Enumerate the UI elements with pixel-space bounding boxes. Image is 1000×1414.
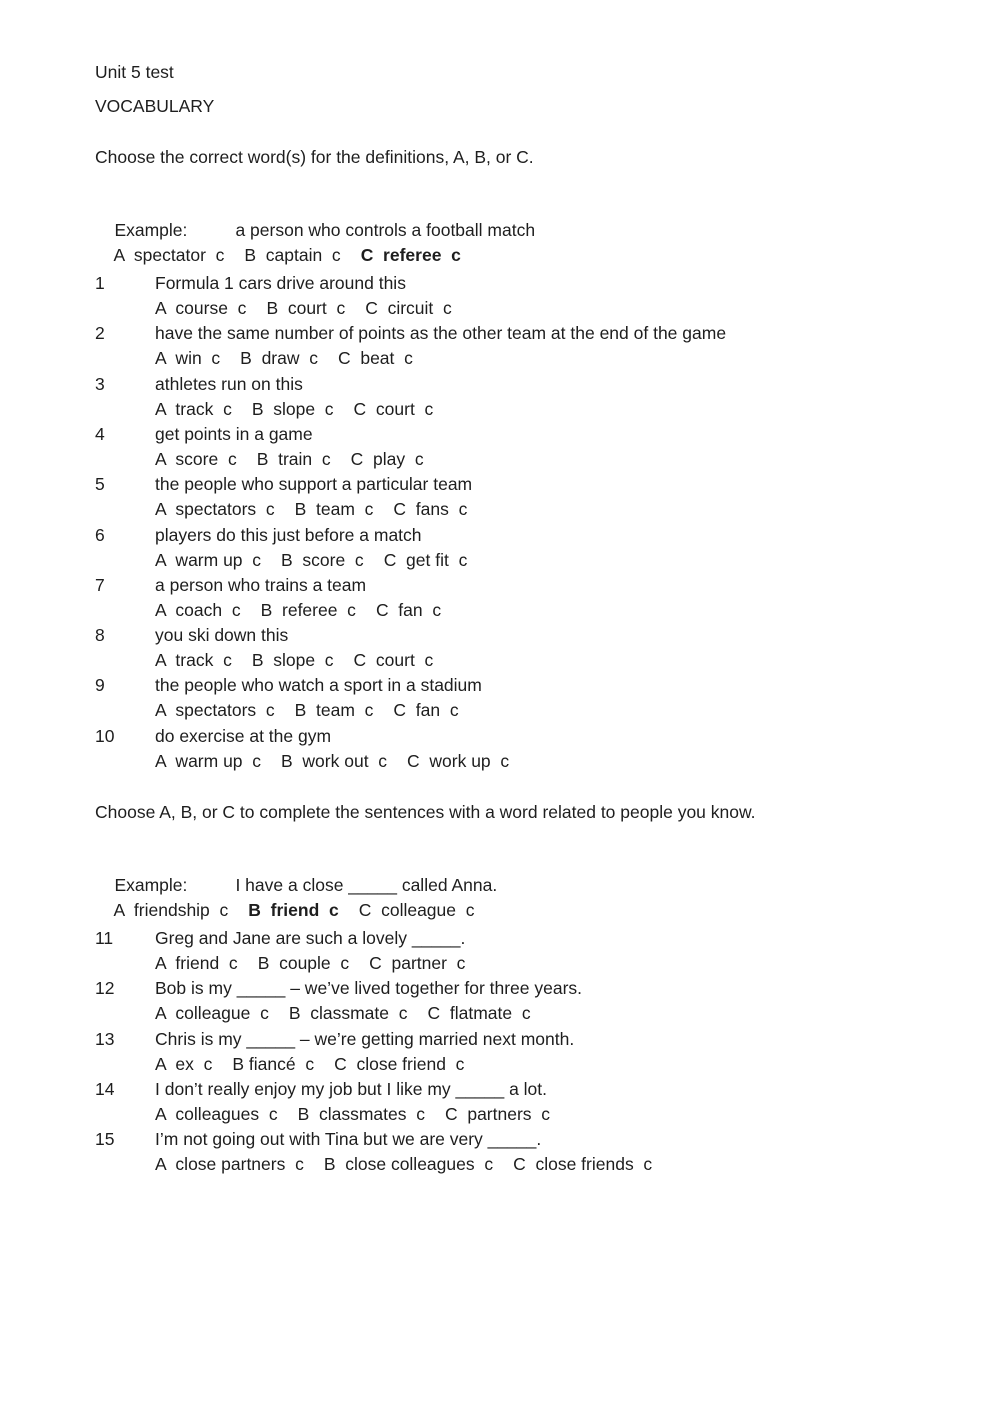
option-a[interactable]: A close partners c (155, 1154, 304, 1175)
question-number: 1 (95, 273, 105, 293)
question-text: I’m not going out with Tina but we are very _____. (155, 1129, 542, 1150)
option-c[interactable]: C beat c (337, 348, 413, 369)
question-number: 10 (95, 725, 115, 746)
question-number: 12 (95, 978, 115, 999)
option-b[interactable]: B referee c (260, 599, 356, 620)
option-b[interactable]: B score c (281, 549, 364, 570)
option-c[interactable]: C fan c (393, 700, 459, 721)
option-a[interactable]: A win c (155, 348, 221, 369)
question-options (155, 599, 441, 621)
question-number: 8 (95, 625, 105, 646)
option-a[interactable]: A friend c (155, 953, 238, 973)
question-text: get points in a game (155, 423, 313, 444)
option-a[interactable]: A warm up c (155, 549, 262, 570)
question-text: have the same number of points as the other team at the end of the game (155, 323, 727, 344)
question-text: I don’t really enjoy my job but I like my _____ a lot. (155, 1078, 548, 1099)
example-option-a: A spectator c (113, 245, 225, 265)
question-number: 6 (95, 524, 105, 545)
option-c[interactable]: C work up c (407, 750, 510, 771)
option-b[interactable]: B slope c (251, 650, 334, 671)
option-b[interactable]: B slope c (251, 398, 334, 419)
question-text: Greg and Jane are such a lovely _____. (155, 928, 466, 948)
question-number: 15 (95, 1129, 115, 1150)
question-options (155, 297, 452, 319)
option-c[interactable]: C partner c (369, 953, 466, 973)
question-number: 13 (95, 1028, 115, 1049)
option-a[interactable]: A track c (155, 650, 232, 671)
question-options (155, 952, 465, 974)
option-b[interactable]: B work out c (281, 750, 388, 771)
question-options (155, 448, 424, 470)
example-option-b: B captain c (244, 245, 341, 265)
question-text: do exercise at the gym (155, 725, 332, 746)
example-text: I have a close _____ called Anna. (235, 875, 498, 895)
example-option-a: A friendship c (113, 900, 229, 920)
question-number: 11 (95, 928, 114, 948)
example-text: a person who controls a football match (235, 220, 536, 240)
option-b[interactable]: B classmates c (297, 1103, 425, 1124)
question-text: athletes run on this (155, 373, 303, 394)
option-c[interactable]: C fans c (393, 499, 468, 520)
option-c[interactable]: C flatmate c (427, 1003, 531, 1024)
option-a[interactable]: A track c (155, 398, 232, 419)
question-options (155, 649, 433, 671)
question-text: players do this just before a match (155, 524, 422, 545)
question-text: Formula 1 cars drive around this (155, 273, 406, 293)
question-text: Chris is my _____ – we’re getting married next month. (155, 1028, 575, 1049)
question-number: 3 (95, 373, 105, 394)
option-a[interactable]: A colleagues c (155, 1103, 278, 1124)
question-text: the people who watch a sport in a stadium (155, 675, 482, 696)
option-c[interactable]: C court c (353, 398, 434, 419)
option-b[interactable]: B team c (294, 700, 374, 721)
question-number: 2 (95, 323, 105, 344)
option-b[interactable]: B draw c (240, 348, 318, 369)
option-a[interactable]: A spectators c (155, 700, 275, 721)
worksheet-title: Unit 5 test (95, 62, 174, 82)
option-a[interactable]: A spectators c (155, 499, 275, 520)
question-text: Bob is my _____ – we’ve lived together for three years. (155, 978, 583, 999)
question-text: a person who trains a team (155, 574, 367, 595)
option-c[interactable]: C play c (350, 448, 424, 469)
option-c[interactable]: C circuit c (365, 298, 452, 318)
option-c[interactable]: C partners c (444, 1103, 551, 1124)
question-options (155, 699, 459, 721)
question-number: 7 (95, 574, 105, 595)
question-number: 14 (95, 1078, 115, 1099)
option-b[interactable]: B couple c (257, 953, 350, 973)
question-options (155, 1002, 531, 1024)
question-number: 4 (95, 423, 105, 444)
question-options (155, 1103, 550, 1125)
question-options (155, 750, 509, 772)
option-b[interactable]: B team c (294, 499, 374, 520)
option-a[interactable]: A course c (155, 298, 247, 318)
option-c[interactable]: C close friend c (334, 1053, 465, 1074)
part2-instruction: Choose A, B, or C to complete the sentences with a word related to people you know. (95, 802, 756, 822)
option-b[interactable]: B fiancé c (232, 1053, 315, 1074)
question-options (155, 1053, 464, 1075)
option-a[interactable]: A warm up c (155, 750, 262, 771)
question-options (155, 398, 433, 420)
option-b[interactable]: B court c (266, 298, 346, 318)
option-b[interactable]: B train c (256, 448, 331, 469)
question-options (155, 498, 467, 520)
example-label: Example: (114, 875, 188, 895)
option-c[interactable]: C close friends c (513, 1154, 653, 1175)
option-b[interactable]: B close colleagues c (323, 1154, 494, 1175)
question-number: 9 (95, 675, 105, 696)
option-c[interactable]: C get fit c (383, 549, 468, 570)
option-a[interactable]: A coach c (155, 599, 241, 620)
option-a[interactable]: A score c (155, 448, 237, 469)
question-number: 5 (95, 474, 105, 495)
question-options (155, 347, 413, 369)
example-option-c-answer: C referee c (360, 245, 461, 265)
example-option-b-answer: B friend c (248, 900, 339, 920)
part1-instruction: Choose the correct word(s) for the definitions, A, B, or C. (95, 147, 534, 167)
option-a[interactable]: A colleague c (155, 1003, 269, 1024)
example-option-c: C colleague c (358, 900, 475, 920)
option-a[interactable]: A ex c (155, 1053, 213, 1074)
question-options (155, 549, 467, 571)
question-text: the people who support a particular team (155, 474, 473, 495)
question-options (155, 1153, 652, 1175)
option-c[interactable]: C court c (353, 650, 434, 671)
option-c[interactable]: C fan c (375, 599, 442, 620)
section-heading: VOCABULARY (95, 96, 215, 116)
example-label: Example: (114, 220, 188, 240)
question-text: you ski down this (155, 625, 289, 646)
option-b[interactable]: B classmate c (288, 1003, 408, 1024)
